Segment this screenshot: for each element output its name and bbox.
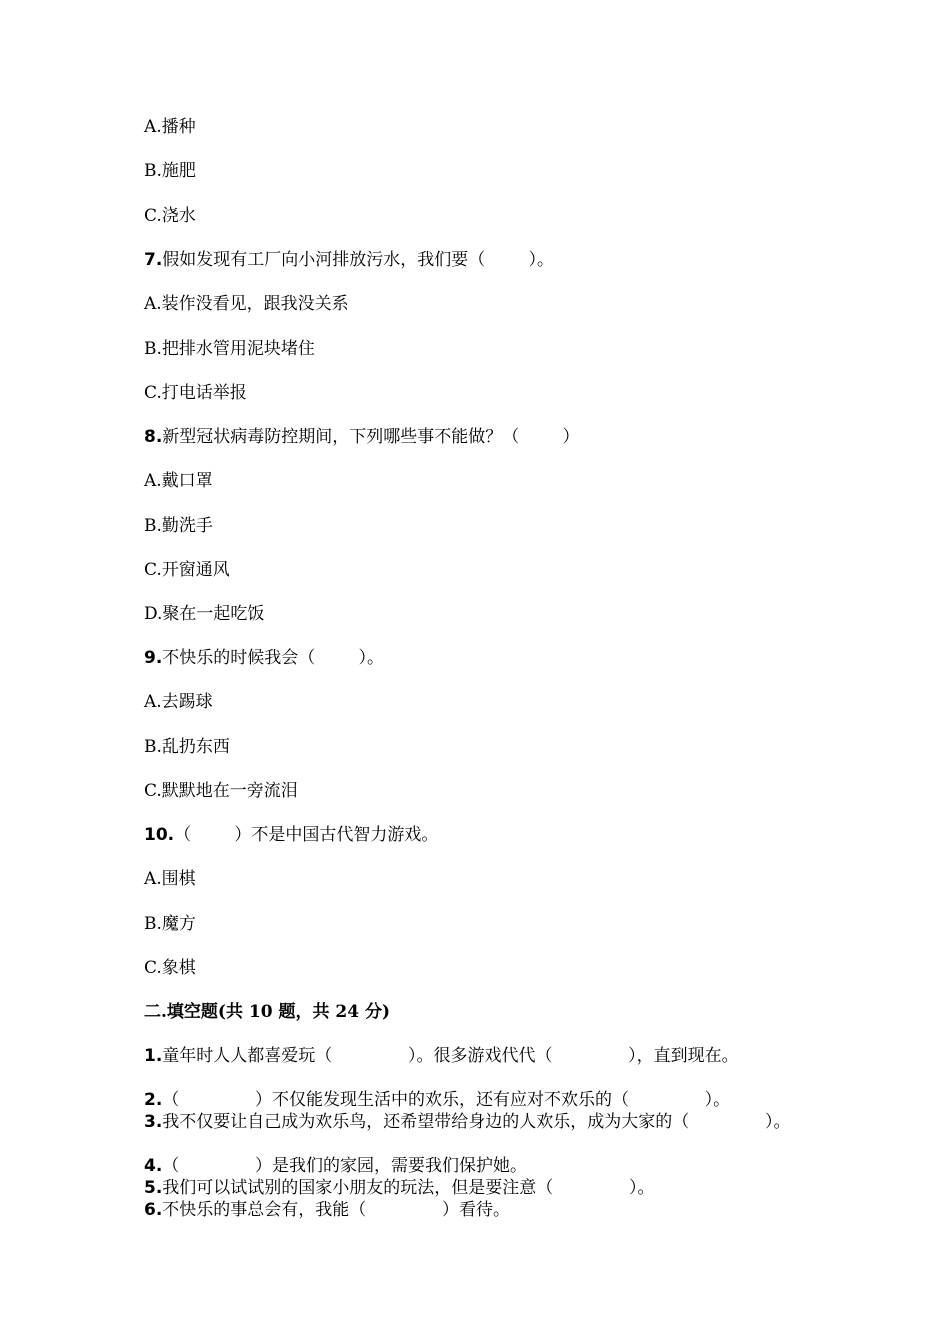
option-c: C.开窗通风 xyxy=(144,560,230,580)
question-number: 5. xyxy=(144,1178,163,1198)
option-a: A.装作没看见，跟我没关系 xyxy=(144,294,349,314)
option-b: B.施肥 xyxy=(144,161,196,181)
option-b: B.魔方 xyxy=(144,914,196,934)
question-number: 4. xyxy=(144,1156,163,1176)
question-number: 3. xyxy=(144,1112,163,1132)
question-10 xyxy=(144,824,438,846)
option-b: B.把排水管用泥块堵住 xyxy=(144,339,315,359)
question-number: 1. xyxy=(144,1046,163,1066)
question-text: （ ）不仅能发现生活中的欢乐，还有应对不欢乐的（ ）。 xyxy=(162,1090,731,1110)
option-a: A.播种 xyxy=(144,117,196,137)
fill-question-1 xyxy=(144,1045,814,1067)
question-7 xyxy=(144,249,554,271)
question-text: 我不仅要让自己成为欢乐鸟，还希望带给身边的人欢乐，成为大家的（ ）。 xyxy=(162,1112,791,1132)
question-text: 童年时人人都喜爱玩（ ）。很多游戏代代（ ），直到现在。 xyxy=(162,1046,739,1066)
option-c: C.象棋 xyxy=(144,958,196,978)
question-number: 6. xyxy=(144,1200,163,1220)
option-a: A.去踢球 xyxy=(144,692,213,712)
option-c: C.默默地在一旁流泪 xyxy=(144,781,298,801)
question-text: 假如发现有工厂向小河排放污水，我们要（ ）。 xyxy=(162,250,555,270)
option-b: B.乱扔东西 xyxy=(144,737,230,757)
section-heading: 二.填空题(共 10 题，共 24 分) xyxy=(144,1002,390,1022)
question-text: 新型冠状病毒防控期间，下列哪些事不能做？（ ） xyxy=(162,427,580,447)
option-a: A.围棋 xyxy=(144,869,196,889)
question-number: 8. xyxy=(144,427,163,447)
question-text: 我们可以试试别的国家小朋友的玩法，但是要注意（ ）。 xyxy=(162,1178,655,1198)
question-number: 2. xyxy=(144,1090,163,1110)
question-number: 9. xyxy=(144,648,163,668)
fill-question-3 xyxy=(144,1111,814,1133)
fill-question-2 xyxy=(144,1089,814,1111)
fill-question-4 xyxy=(144,1155,814,1177)
question-number: 10. xyxy=(144,825,175,845)
option-a: A.戴口罩 xyxy=(144,471,213,491)
option-b: B.勤洗手 xyxy=(144,516,213,536)
fill-question-5 xyxy=(144,1177,814,1199)
fill-question-6 xyxy=(144,1199,814,1221)
option-d: D.聚在一起吃饭 xyxy=(144,604,265,624)
question-8 xyxy=(144,426,580,448)
question-text: （ ）不是中国古代智力游戏。 xyxy=(174,825,439,845)
question-number: 7. xyxy=(144,250,163,270)
option-c: C.打电话举报 xyxy=(144,383,247,403)
question-9 xyxy=(144,647,384,669)
question-text: 不快乐的事总会有，我能（ ）看待。 xyxy=(162,1200,510,1220)
option-c: C.浇水 xyxy=(144,206,196,226)
question-text: 不快乐的时候我会（ ）。 xyxy=(162,648,385,668)
question-text: （ ）是我们的家园，需要我们保护她。 xyxy=(162,1156,527,1176)
